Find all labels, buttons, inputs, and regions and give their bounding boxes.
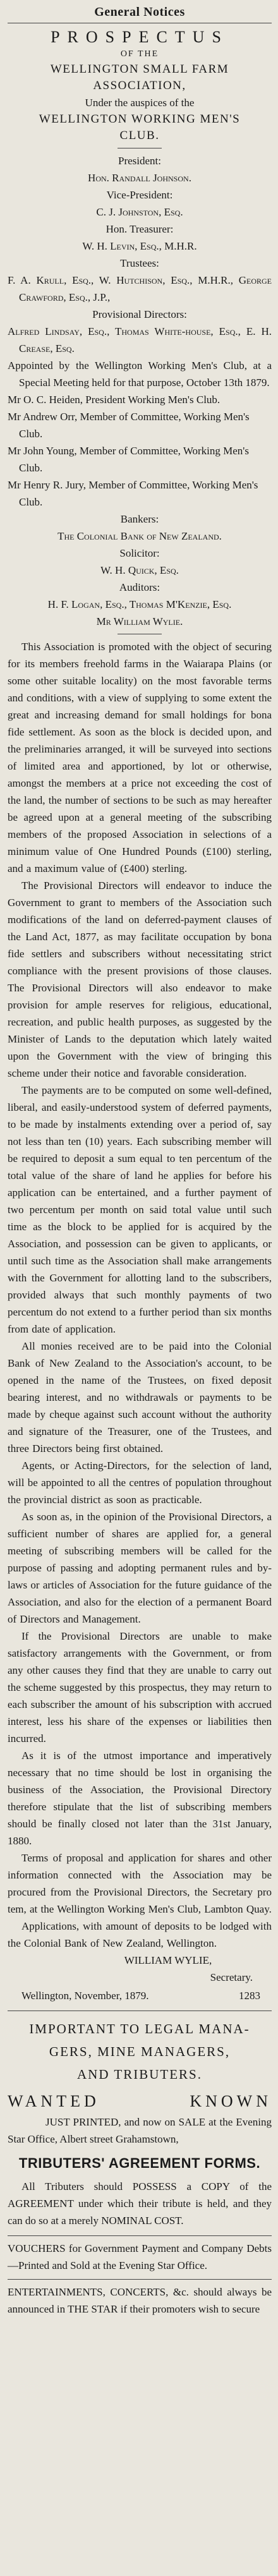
prospectus-notice [8, 27, 272, 2004]
prospectus-paragraph: This Association is promoted with the object of securing for its members freehold farms in the Waiarapa Plains (or some other suitable locality) on the most favorable terms and conditions, with a view of supplying to some extent the great and increasing demand for small holdings for bona fide settlement. As soon as the block is decided upon, and the preliminaries arranged, it will be surveyed into sections of limited area and apportioned, by lot or otherwise, amongst the members at a price not exceeding the cost of the land, the number of sections to be such as may hereafter be agreed upon at a general meeting of the subscribing members of the proposed Association in selections of a minimum value of One Hundred Pounds (£100) sterling, and a maximum value of (£400) sterling. [8, 641, 272, 874]
directors-list: Alfred Lindsay, Esq., Thomas White-house, Esq., E. H. Crease, Esq. [8, 325, 272, 354]
date-row [8, 1987, 272, 2004]
appointed-text: Appointed by the Wellington Working Men's Club, at a Special Meeting held for that purpose, October 13th 1879. [8, 360, 272, 389]
officer-line: President: [118, 155, 161, 167]
vouchers-notice: VOUCHERS for Government Payment and Company Debts—Printed and Sold at the Evening Star Office. [8, 2242, 272, 2271]
prospectus-paragraph: The Provisional Directors will endeavor to induce the Government to grant to members of the Association such modifications of the land on deferred-payment clauses of the Land Act, 1877, as may facilitate occupation by bona fide settlers and subscribers without necessitating strict compliance with the present provisions of those clauses. The Provisional Directors will also endeavor to make provision for ample reserves for religious, educational, recreation, and public health purposes, as suggested by the Minister of Lands to the deputation which lately waited upon the Government with the view of bringing this scheme under their notice and favorable consideration. [8, 880, 272, 1079]
solicitor-heading: Solicitor: [119, 547, 160, 559]
auditors-heading: Auditors: [119, 581, 160, 593]
legal-notice [8, 2017, 272, 2229]
prospectus-paragraph: All monies received are to be paid into the Colonial Bank of New Zealand to the Association's account, to be opened in the name of the Trustees, on fixed deposit bearing interest, and no withdrawals or payments to be made by cheque against such account without the authority and signature of the Treasurer, one of the Trustees, and three Directors being first obtained. [8, 1340, 272, 1454]
directors-heading: Provisional Directors: [92, 308, 187, 320]
officer-line: Trustees: [120, 257, 159, 269]
bankers-heading: Bankers: [120, 513, 159, 525]
signature-name: WILLIAM WYLIE, [124, 1954, 212, 1966]
auspices-line: Under the auspices of the [85, 97, 195, 109]
solicitor-name: W. H. Quick, Esq. [100, 564, 179, 576]
date-line: Wellington, November, 1879. [21, 1990, 149, 2002]
officer-line: W. H. Levin, Esq., M.H.R. [82, 240, 197, 252]
tributers-forms-heading: TRIBUTERS' AGREEMENT FORMS. [18, 2155, 261, 2171]
prospectus-paragraph: Agents, or Acting-Directors, for the selection of land, will be appointed to all the centres of population throughout the provincial district as soon as practicable. [8, 1460, 272, 1506]
committee-member: Mr O. C. Heiden, President Working Men's Club. [8, 394, 221, 406]
legal-intro: JUST PRINTED, and now on SALE at the Evening Star Office, Albert street Grahamstown, [8, 2116, 272, 2145]
signature-title: Secretary. [210, 1971, 253, 1983]
prospectus-title: PROSPECTUS [51, 28, 229, 46]
officer-line: C. J. Johnston, Esq. [96, 206, 183, 218]
legal-title-line-3: AND TRIBUTERS. [77, 2067, 202, 2082]
prospectus-paragraph: As it is of the utmost importance and imperatively necessary that no time should be lost in organising the business of the Association, the Provisional Directory therefore stipulate that the list of subscribing members should be finally closed not later than the 31st January, 1880. [8, 1750, 272, 1847]
prospectus-paragraph: Terms of proposal and application for shares and other information connected with the Association may be procured from the Provisional Directors, the Secretary pro tem, at the Wellington Working Men's Club, Lambton Quay. [8, 1852, 272, 1915]
club-name-line-2: CLUB. [119, 129, 160, 142]
of-the-line: OF THE [120, 49, 159, 59]
notice-rule [8, 2279, 272, 2280]
committee-member: Mr John Young, Member of Committee, Working Men's Club. [8, 445, 249, 474]
officer-line: Hon. Randall Johnson. [88, 172, 191, 184]
officer-line: Hon. Treasurer: [106, 223, 174, 235]
officer-line: Vice-President: [106, 189, 173, 201]
auditors-names: H. F. Logan, Esq., Thomas M'Kenzie, Esq. [47, 598, 232, 610]
ad-number: 1283 [239, 1990, 260, 2002]
legal-title-line-2: GERS, MINE MANAGERS, [49, 2044, 231, 2059]
section-heading: General Notices [94, 5, 185, 19]
entertainments-notice: ENTERTAINMENTS, CONCERTS, &c. should always be announced in THE STAR if their promoters wish to secure [8, 2286, 272, 2315]
secretary-line: Mr William Wylie. [96, 615, 183, 627]
club-name-line-1: WELLINGTON WORKING MEN'S [39, 112, 241, 126]
company-name-line-2: ASSOCIATION, [93, 79, 186, 92]
prospectus-paragraph: If the Provisional Directors are unable to make satisfactory arrangements with the Government, or from any other causes they find that they are unable to carry out the scheme suggested by this prospectus, they may return to each subscriber the amount of his subscription with accrued interest, less his share of the expenses or liabilities then incurred. [8, 1630, 272, 1745]
legal-title-line-1: IMPORTANT TO LEGAL MANA- [29, 2021, 250, 2036]
committee-member: Mr Henry R. Jury, Member of Committee, Working Men's Club. [8, 479, 258, 508]
prospectus-paragraph: Applications, with amount of deposits to be lodged with the Colonial Bank of New Zealand, Wellington. [8, 1920, 272, 1949]
prospectus-paragraph: As soon as, in the opinion of the Provisional Directors, a sufficient number of shares are applied for, a general meeting of subscribing members will be called for the purpose of passing and adopting permanent rules and by-laws or articles of Association for the future guidance of the Association, and also for the election of a permanent Board of Directors and Management. [8, 1511, 272, 1625]
wanted-known-line: WANTED KNOWN [8, 2092, 272, 2110]
committee-member: Mr Andrew Orr, Member of Committee, Working Men's Club. [8, 411, 250, 440]
trustees-list: F. A. Krull, Esq., W. Hutchison, Esq., M.H.R., George Crawford, Esq., J.P., [8, 274, 272, 303]
prospectus-paragraph: The payments are to be computed on some well-defined, liberal, and easily-understood system of deferred payments, to be made by instalments extending over a period of, say not less than ten (10) years. Each subscribing member will be required to deposit a sum equal to ten percentum of the total value of the share of land he applies for before his application can be entertained, and a further payment of two percentum per month on said total value until such time as the block to be applied for is acquired by the Association, and possession can be given to applicants, or until such time as the Association shall make arrangements with the Government for allotting land to the subscribers, provided always that such monthly payments of two percentum do not extend to a further period than six months from date of application. [8, 1084, 272, 1335]
bankers-name: The Colonial Bank of New Zealand. [57, 530, 222, 542]
notice-rule [8, 2235, 272, 2236]
legal-body: All Tributers should POSSESS a COPY of the AGREEMENT under which their tribute is held, and they can do so at a merely NOMINAL COST. [8, 2180, 272, 2227]
company-name-line-1: WELLINGTON SMALL FARM [50, 63, 229, 76]
